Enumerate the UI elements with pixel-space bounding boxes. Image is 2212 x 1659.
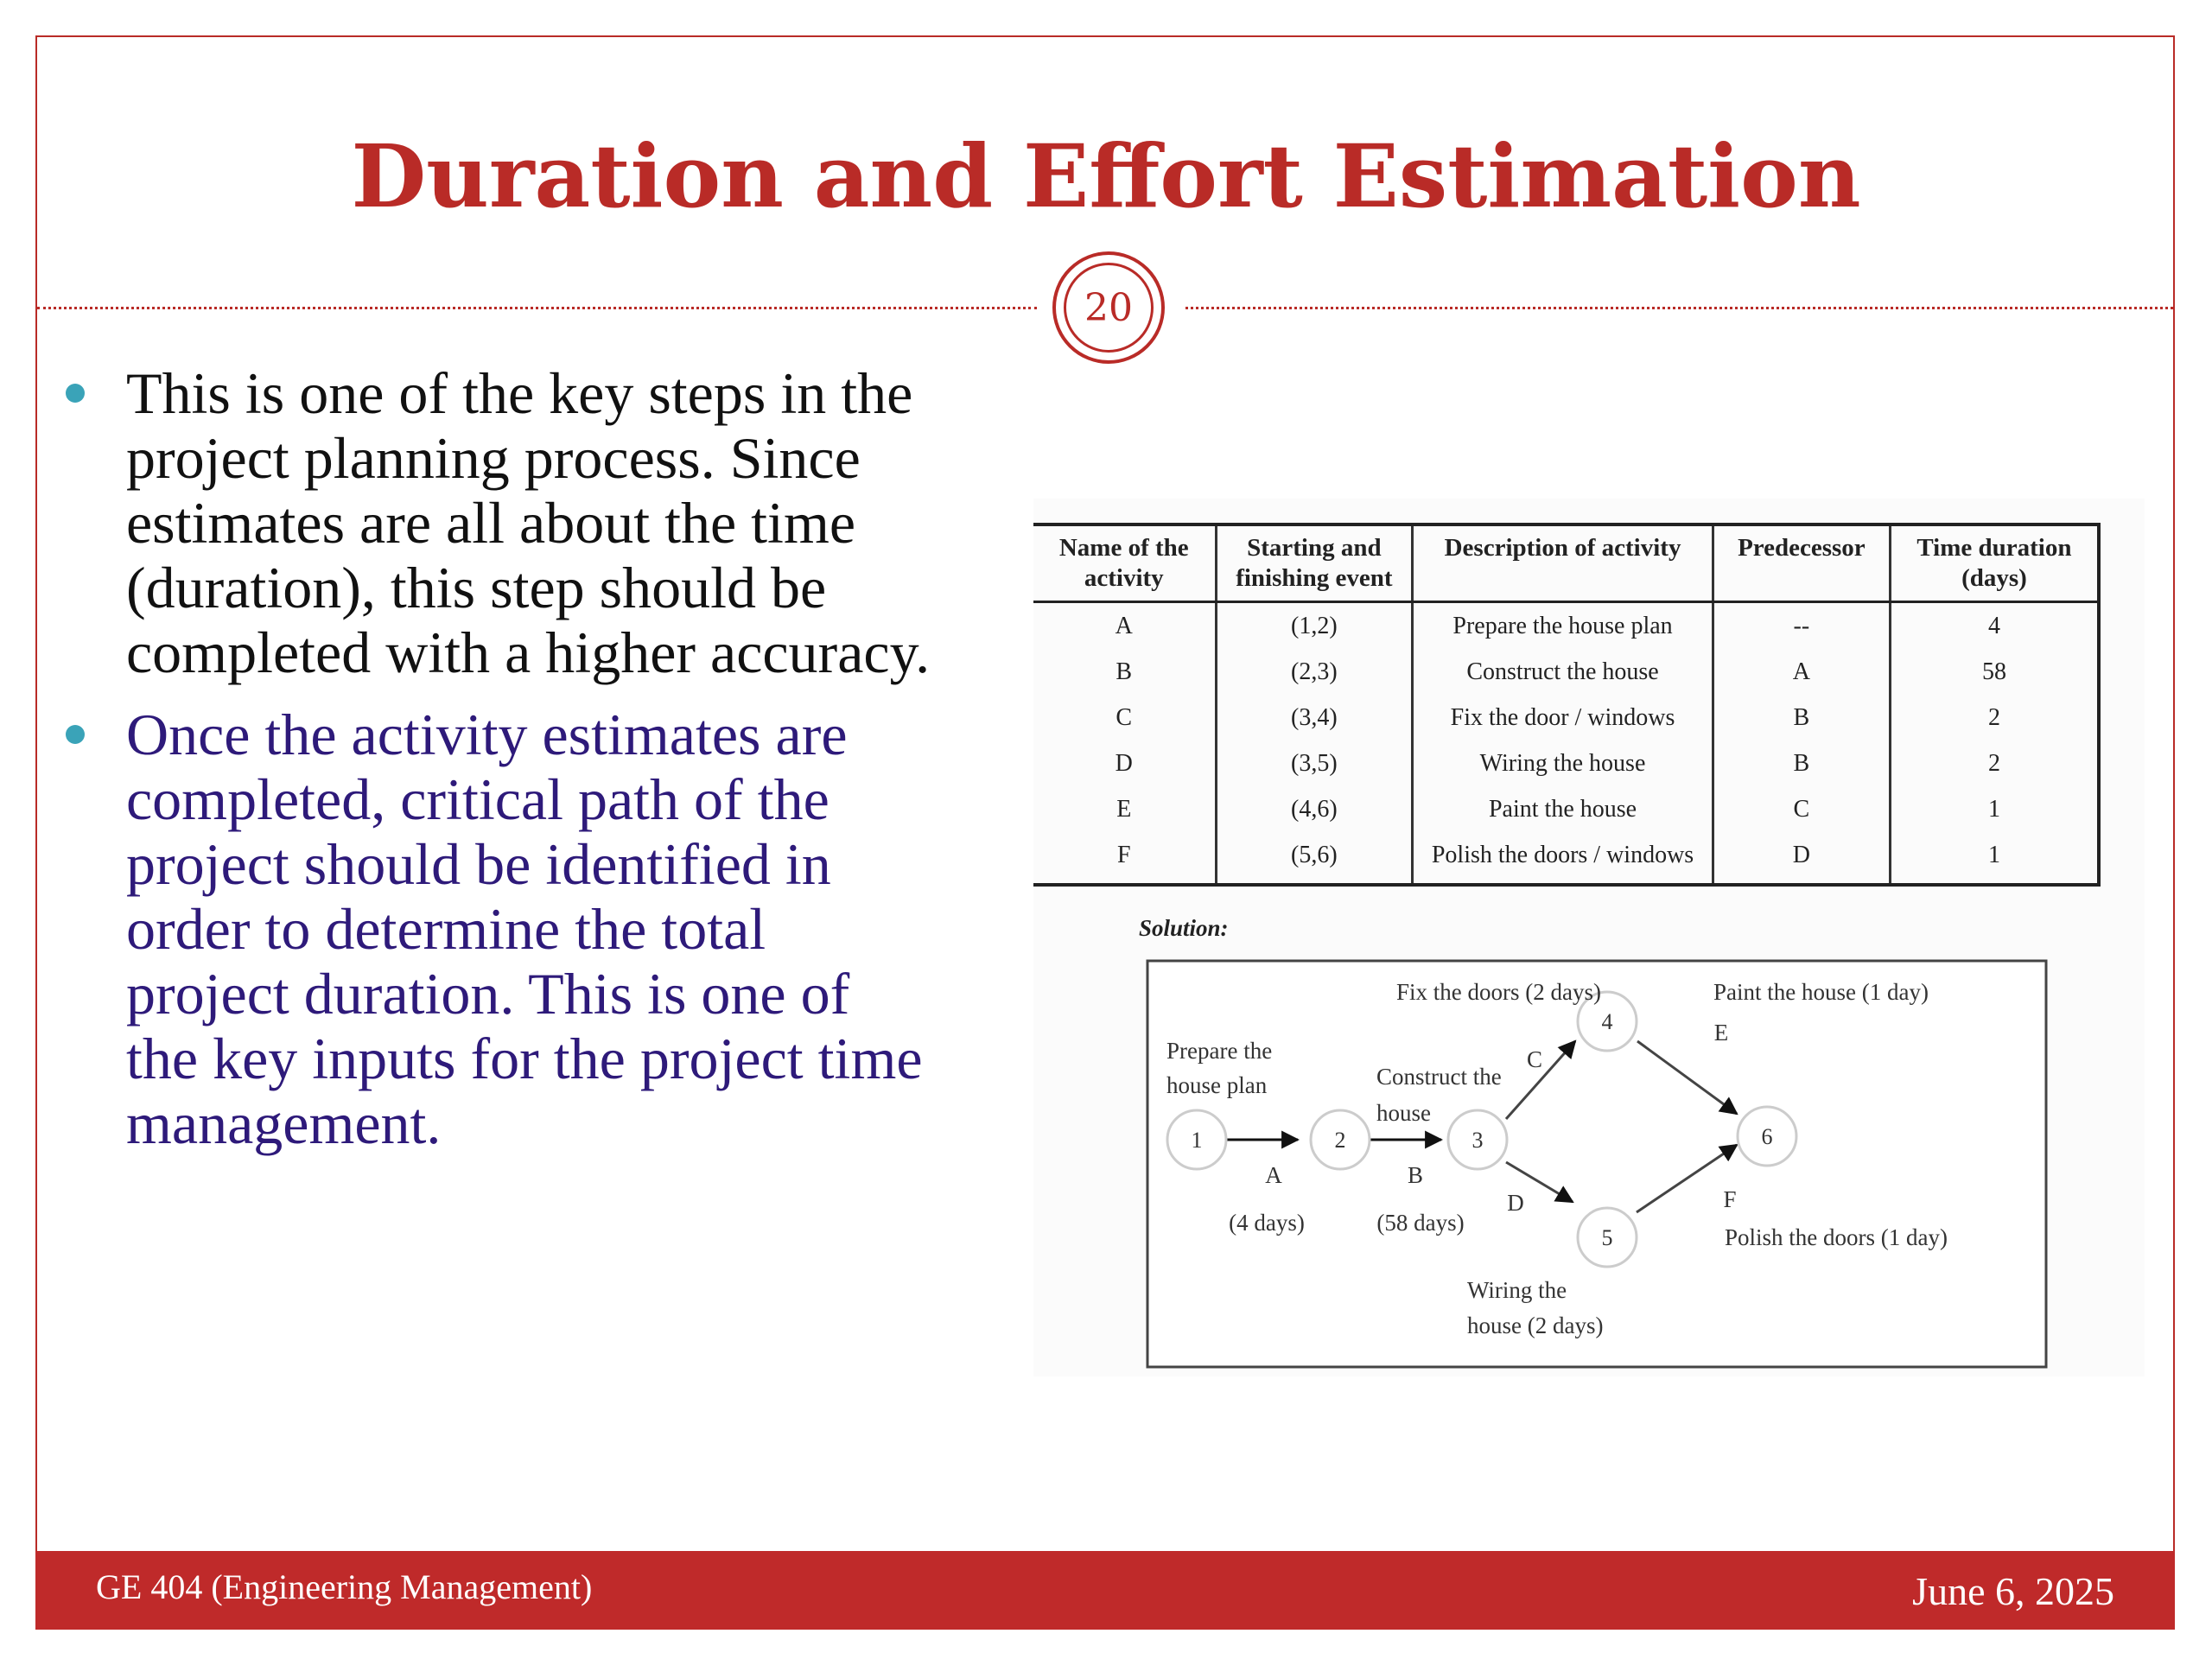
table-cell: D bbox=[1713, 832, 1890, 885]
table-cell: (4,6) bbox=[1216, 786, 1413, 832]
table-row bbox=[1033, 695, 2099, 741]
column-header: Description of activity bbox=[1413, 524, 1713, 602]
table-cell: -- bbox=[1713, 602, 1890, 650]
polish-doors-label: Polish the doors (1 day) bbox=[1725, 1224, 1948, 1250]
table-cell: B bbox=[1713, 741, 1890, 786]
footer-bar bbox=[35, 1551, 2175, 1630]
table-row bbox=[1033, 602, 2099, 650]
table-cell: 58 bbox=[1890, 649, 2099, 695]
table-cell: Prepare the house plan bbox=[1413, 602, 1713, 650]
activity-e-label: E bbox=[1713, 1020, 1729, 1046]
svg-text:6: 6 bbox=[1761, 1124, 1773, 1149]
table-cell: B bbox=[1713, 695, 1890, 741]
bullet-text: This is one of the key steps in the project planning process. Since estimates are all about the time (duration), this step should be completed with a higher accuracy. bbox=[126, 360, 931, 685]
table-cell: (3,4) bbox=[1216, 695, 1413, 741]
table-cell: 2 bbox=[1890, 741, 2099, 786]
event-node bbox=[1448, 1110, 1507, 1169]
bullet-text: Once the activity estimates are completed, critical path of the project should be identified in order to determine the total project duration. This is one of the key inputs for the project time management. bbox=[126, 702, 923, 1156]
table-cell: Wiring the house bbox=[1413, 741, 1713, 786]
footer-date: June 6, 2025 bbox=[1912, 1569, 2114, 1613]
title-divider-right bbox=[1185, 307, 2173, 309]
activity-f-label: F bbox=[1723, 1186, 1737, 1212]
activity-c-label: C bbox=[1526, 1046, 1543, 1072]
table-cell: (3,5) bbox=[1216, 741, 1413, 786]
table-cell: (2,3) bbox=[1216, 649, 1413, 695]
table-cell: F bbox=[1033, 832, 1216, 885]
activity-a-duration: (4 days) bbox=[1229, 1210, 1305, 1236]
table-cell: D bbox=[1115, 749, 1133, 777]
slide-title: Duration and Effort Estimation bbox=[351, 125, 1861, 227]
table-cell: 2 bbox=[1890, 695, 2099, 741]
event-node bbox=[1578, 1208, 1637, 1267]
solution-label: Solution: bbox=[1139, 915, 1229, 941]
construct-house-label: house bbox=[1376, 1100, 1431, 1126]
table-row bbox=[1033, 786, 2099, 832]
svg-text:4: 4 bbox=[1601, 1009, 1613, 1034]
prepare-plan-label: house plan bbox=[1166, 1072, 1268, 1098]
table-cell: C bbox=[1116, 703, 1133, 731]
event-node bbox=[1167, 1110, 1226, 1169]
table-cell: A bbox=[1713, 649, 1890, 695]
bullet-item bbox=[60, 361, 933, 685]
table-row bbox=[1033, 832, 2099, 885]
activity-a-label: A bbox=[1265, 1162, 1282, 1188]
table-cell: Polish the doors / windows bbox=[1413, 832, 1713, 885]
svg-text:3: 3 bbox=[1471, 1128, 1484, 1153]
page-number-badge bbox=[1052, 251, 1165, 364]
table-cell: Construct the house bbox=[1413, 649, 1713, 695]
activity-b-label: B bbox=[1407, 1162, 1424, 1188]
table-header-row bbox=[1033, 524, 2099, 602]
fix-doors-label: Fix the doors (2 days) bbox=[1396, 979, 1601, 1005]
prepare-plan-label: Prepare the bbox=[1166, 1038, 1273, 1064]
table-cell: Paint the house bbox=[1413, 786, 1713, 832]
table-cell: (1,2) bbox=[1216, 602, 1413, 650]
bullet-dot-icon bbox=[66, 725, 85, 744]
event-node bbox=[1738, 1107, 1796, 1166]
column-header: Time duration (days) bbox=[1890, 524, 2099, 602]
table-cell: Fix the door / windows bbox=[1413, 695, 1713, 741]
table-cell: (5,6) bbox=[1216, 832, 1413, 885]
paint-house-label: Paint the house (1 day) bbox=[1713, 979, 1929, 1005]
table-cell: 1 bbox=[1890, 832, 2099, 885]
page-number: 20 bbox=[1064, 263, 1154, 353]
column-header: Name of the activity bbox=[1033, 524, 1216, 602]
table-row bbox=[1033, 741, 2099, 786]
bullet-list bbox=[60, 361, 933, 1173]
activity-table bbox=[1033, 523, 2101, 887]
svg-text:2: 2 bbox=[1334, 1128, 1346, 1153]
bullet-item bbox=[60, 702, 933, 1156]
wiring-house-label: Wiring the bbox=[1467, 1277, 1567, 1303]
table-cell: C bbox=[1713, 786, 1890, 832]
svg-text:1: 1 bbox=[1191, 1128, 1203, 1153]
table-cell: 4 bbox=[1890, 602, 2099, 650]
activity-b-duration: (58 days) bbox=[1376, 1210, 1465, 1236]
column-header: Predecessor bbox=[1713, 524, 1890, 602]
table-cell: E bbox=[1116, 795, 1132, 823]
title-divider-left bbox=[37, 307, 1037, 309]
table-row bbox=[1033, 649, 2099, 695]
footer-course: GE 404 (Engineering Management) bbox=[96, 1567, 593, 1606]
event-node bbox=[1311, 1110, 1370, 1169]
table-cell: 1 bbox=[1890, 786, 2099, 832]
construct-house-label: Construct the bbox=[1376, 1064, 1502, 1090]
table-cell: B bbox=[1116, 658, 1133, 685]
column-header: Starting and finishing event bbox=[1216, 524, 1413, 602]
bullet-dot-icon bbox=[66, 384, 85, 403]
activity-figure bbox=[1033, 499, 2145, 1376]
svg-text:5: 5 bbox=[1601, 1225, 1613, 1250]
activity-d-label: D bbox=[1507, 1190, 1524, 1216]
network-diagram bbox=[1139, 957, 2063, 1371]
table-cell: A bbox=[1115, 612, 1133, 639]
wiring-house-label: house (2 days) bbox=[1467, 1313, 1604, 1338]
